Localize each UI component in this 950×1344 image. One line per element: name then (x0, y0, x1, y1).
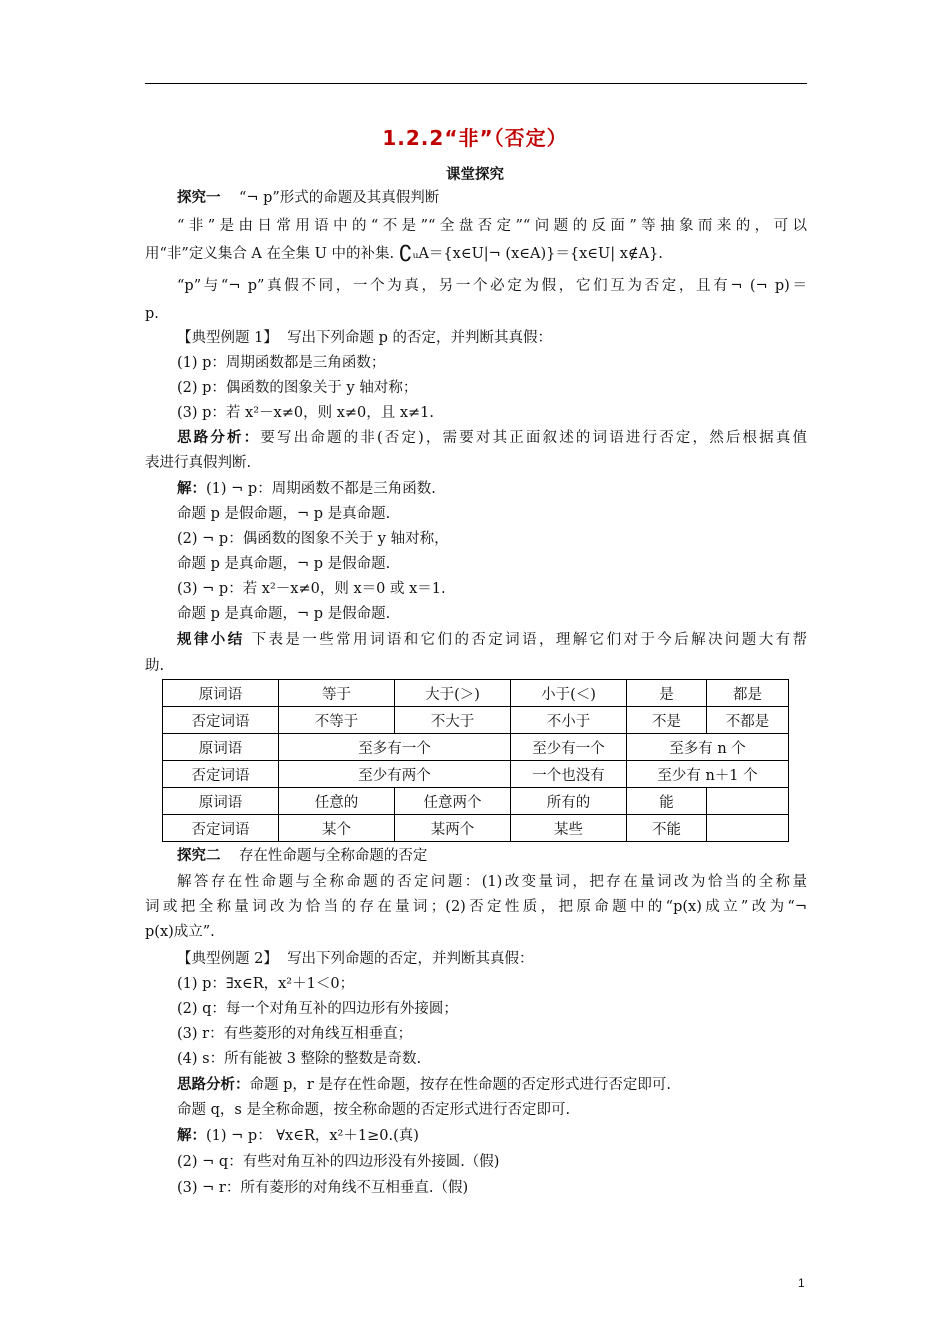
section1-para2-line1: “p”与“¬ p”真假不同，一个为真，另一个必定为假，它们互为否定，且有¬ (¬ p)＝ (177, 278, 807, 294)
section1-para1-line2 (145, 242, 807, 267)
table-cell: 等于 (279, 680, 395, 707)
example1-solution-line: 命题 p 是真命题，¬ p 是假命题. (177, 606, 391, 622)
example2-analysis-label: 思路分析： (177, 1077, 250, 1093)
section1-heading (145, 188, 807, 208)
table-cell: 否定词语 (163, 761, 279, 788)
table-cell: 都是 (707, 680, 789, 707)
table-cell: 所有的 (511, 788, 627, 815)
section1-para1-line2-pre: 用“非”定义集合 A 在全集 U 中的补集. (145, 246, 395, 262)
example1-heading (145, 328, 807, 348)
section1-para1-line1: “非”是由日常用语中的“不是”“全盘否定”“问题的反面”等抽象而来的，可以 (177, 218, 807, 234)
table-cell: 不能 (627, 815, 707, 842)
table-cell: 不是 (627, 707, 707, 734)
table-cell: 任意的 (279, 788, 395, 815)
section2-para-line2: 词或把全称量词改为恰当的存在量词；(2)否定性质，把原命题中的“p(x)成立”改为“¬ (145, 899, 807, 915)
example1-analysis-text: 要写出命题的非(否定)，需要对其正面叙述的词语进行否定，然后根据真值 (260, 430, 808, 446)
example1-analysis-label: 思路分析： (177, 430, 261, 446)
section1-heading-text: “¬ p”形式的命题及其真假判断 (238, 190, 440, 206)
page-number: 1 (798, 1276, 805, 1290)
table-cell (707, 815, 789, 842)
table-row (163, 680, 789, 707)
example1-solution-first: (1) ¬ p：周期函数不都是三角函数. (206, 481, 436, 497)
table-row (163, 734, 789, 761)
example1-solution-line: 命题 p 是假命题，¬ p 是真命题. (177, 506, 391, 522)
section2-heading-label: 探究二 (177, 848, 221, 864)
table-cell: 能 (627, 788, 707, 815)
example1-analysis-line2: 表进行真假判断. (145, 455, 252, 471)
table-cell: 原词语 (163, 680, 279, 707)
example1-solution-line: 命题 p 是真命题，¬ p 是假命题. (177, 556, 391, 572)
table-cell: 否定词语 (163, 815, 279, 842)
example2-solution-first: (1) ¬ p： ∀x∈R，x²＋1≥0.(真) (206, 1128, 419, 1144)
section1-heading-label: 探究一 (177, 190, 221, 206)
table-cell: 大于(＞) (395, 680, 511, 707)
section-subtitle: 课堂探究 (446, 167, 504, 183)
example2-heading (145, 949, 807, 969)
example2-analysis-text: 命题 p，r 是存在性命题，按存在性命题的否定形式进行否定即可. (249, 1077, 672, 1093)
table-cell: 至多有一个 (279, 734, 511, 761)
summary-line2: 助. (145, 658, 165, 674)
example2-analysis-line2: 命题 q，s 是全称命题，按全称命题的否定形式进行否定即可. (177, 1102, 571, 1118)
complement-symbol: ∁ (398, 242, 413, 267)
example1-item-2: (2) p：偶函数的图象关于 y 轴对称； (177, 380, 418, 396)
example2-label: 【典型例题 2】 (177, 951, 278, 967)
table-cell (707, 788, 789, 815)
example1-solution-line1 (145, 479, 807, 499)
table-cell: 至少有一个 (511, 734, 627, 761)
example1-solution-line: (3) ¬ p：若 x²－x≠0，则 x＝0 或 x＝1. (177, 581, 446, 597)
table-row (163, 788, 789, 815)
example1-item-3: (3) p：若 x²－x≠0，则 x≠0，且 x≠1. (177, 405, 435, 421)
example2-solution-line1 (145, 1126, 807, 1146)
example2-solution-line: (3) ¬ r：所有菱形的对角线不互相垂直.（假) (177, 1180, 469, 1196)
example1-prompt: 写出下列命题 p 的否定，并判断其真假： (287, 330, 553, 346)
section2-para-line1: 解答存在性命题与全称命题的否定问题：(1)改变量词，把存在量词改为恰当的全称量 (177, 874, 807, 890)
table-cell: 某个 (279, 815, 395, 842)
example1-item-1: (1) p：周期函数都是三角函数； (177, 355, 386, 371)
example2-solution-line: (2) ¬ q：有些对角互补的四边形没有外接圆.（假) (177, 1154, 500, 1170)
table-cell: 原词语 (163, 734, 279, 761)
table-cell: 至少有 n＋1 个 (627, 761, 789, 788)
example2-item-1: (1) p：∃x∈R，x²＋1＜0； (177, 976, 355, 992)
table-row (163, 815, 789, 842)
table-cell: 是 (627, 680, 707, 707)
page-title: 1.2.2“非”（否定） (382, 126, 568, 150)
table-cell: 任意两个 (395, 788, 511, 815)
table-row (163, 707, 789, 734)
table-cell: 某些 (511, 815, 627, 842)
header-rule (145, 83, 807, 84)
negation-word-table (162, 679, 789, 842)
table-cell: 原词语 (163, 788, 279, 815)
table-cell: 某两个 (395, 815, 511, 842)
summary-label: 规律小结 (177, 632, 245, 648)
section1-para2-line2: p. (145, 306, 159, 322)
section1-para1-line2-post: ᵤA＝{x∈U|¬ (x∈A)}＝{x∈U| x∉A}. (412, 246, 663, 262)
table-cell: 不都是 (707, 707, 789, 734)
example1-label: 【典型例题 1】 (177, 330, 278, 346)
table-row (163, 761, 789, 788)
table-cell: 不等于 (279, 707, 395, 734)
example1-analysis-line1 (145, 428, 807, 448)
table-cell: 不大于 (395, 707, 511, 734)
table-cell: 一个也没有 (511, 761, 627, 788)
section2-para-line3: p(x)成立”. (145, 924, 215, 940)
table-cell: 至多有 n 个 (627, 734, 789, 761)
section2-heading-text: 存在性命题与全称命题的否定 (238, 848, 428, 864)
example1-solution-label: 解： (177, 481, 206, 497)
example2-prompt: 写出下列命题的否定，并判断其真假： (287, 951, 534, 967)
example1-solution-line: (2) ¬ p：偶函数的图象不关于 y 轴对称， (177, 531, 449, 547)
table-cell: 小于(＜) (511, 680, 627, 707)
section2-heading (145, 846, 807, 866)
example2-solution-label: 解： (177, 1128, 206, 1144)
table-cell: 不小于 (511, 707, 627, 734)
example2-item-4: (4) s：所有能被 3 整除的整数是奇数. (177, 1051, 422, 1067)
summary-line1 (145, 630, 807, 650)
table-cell: 至少有两个 (279, 761, 511, 788)
example2-analysis-line1 (145, 1075, 807, 1095)
table-cell: 否定词语 (163, 707, 279, 734)
example2-item-3: (3) r：有些菱形的对角线互相垂直； (177, 1026, 413, 1042)
summary-text: 下表是一些常用词语和它们的否定词语，理解它们对于今后解决问题大有帮 (251, 632, 808, 648)
example2-item-2: (2) q：每一个对角互补的四边形有外接圆； (177, 1001, 458, 1017)
